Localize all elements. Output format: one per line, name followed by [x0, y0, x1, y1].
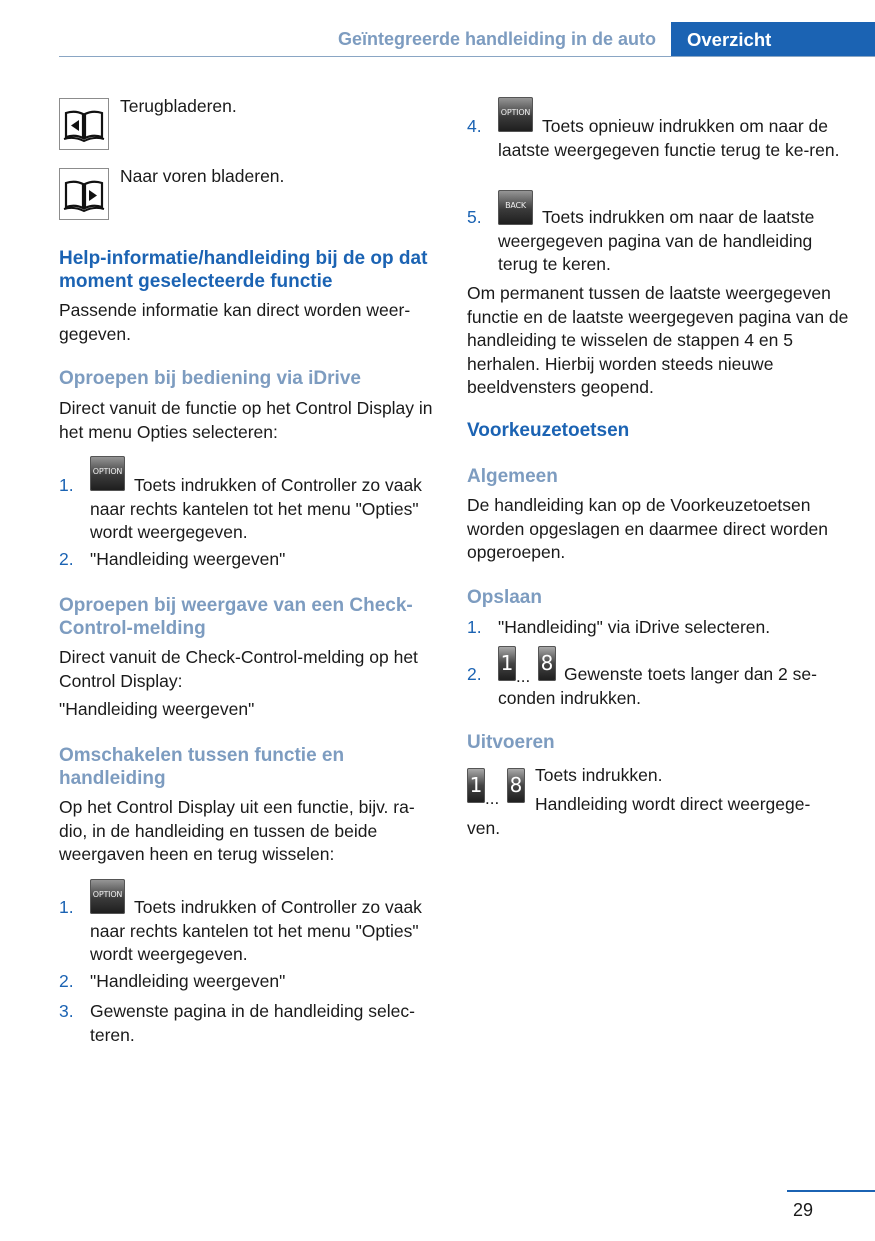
paragraph-permanent-switch: Om permanent tussen de laatste weergegeven functie en de laatste weergegeven pagina van de handleiding te wisselen de stappen 4 en 5 herhalen. Hierbij worden steeds nieuwe beeldvensters geopend.	[467, 283, 849, 397]
list-item-text: Toets opnieuw indrukken om naar de laatste weergegeven functie terug te ke-ren.	[498, 116, 840, 160]
ellipsis: ...	[516, 667, 531, 686]
list-item-text: Toets indrukken of Controller zo vaak naar rechts kantelen tot het menu "Opties" wordt weergegeven.	[90, 475, 422, 542]
paragraph-help-info: Passende informatie kan direct worden weer-gegeven.	[59, 300, 411, 344]
list-number: 3.	[59, 1001, 74, 1021]
paragraph-idrive: Direct vanuit de functie op het Control Display in het menu Opties selecteren:	[59, 398, 433, 442]
heading-preset-keys: Voorkeuzetoetsen	[467, 420, 630, 441]
paragraph-check-control: Direct vanuit de Check-Control-melding op het Control Display:	[59, 647, 418, 691]
paragraph-general: De handleiding kan op de Voorkeuzetoetsen worden opgeslagen en daarmee direct worden opgeroepen.	[467, 495, 828, 562]
heading-execute: Uitvoeren	[467, 732, 555, 753]
list-item-text: "Handleiding" via iDrive selecteren.	[498, 617, 771, 637]
preset-key-8-label: 8	[540, 651, 554, 675]
execute-line-3: ven.	[467, 818, 501, 838]
section-title: Geïntegreerde handleiding in de auto	[337, 29, 656, 49]
preset-key-1-label: 1	[500, 651, 514, 675]
execute-line-1: Toets indrukken.	[535, 765, 663, 785]
list-number: 4.	[467, 116, 482, 136]
heading-check-control: Oproepen bij weergave van een Check-Control-melding	[59, 595, 413, 639]
list-number: 1.	[59, 475, 74, 495]
preset-key-1-icon	[467, 768, 485, 803]
chapter-tab	[671, 22, 875, 57]
preset-key-1-label: 1	[469, 773, 483, 797]
heading-idrive: Oproepen bij bediening via iDrive	[59, 368, 361, 389]
footer-rule	[787, 1190, 875, 1192]
page-number: 29	[792, 1200, 814, 1220]
option-key-label: OPTION	[92, 467, 123, 476]
ellipsis: ...	[485, 789, 500, 808]
book-back-icon	[59, 98, 109, 150]
option-key-label: OPTION	[92, 890, 123, 899]
forward-text: Naar voren bladeren.	[120, 166, 285, 186]
preset-key-8-label: 8	[509, 773, 523, 797]
list-item-text: Toets indrukken om naar de laatste weergegeven pagina van de handleiding terug te keren.	[498, 207, 815, 274]
list-item-text: "Handleiding weergeven"	[90, 971, 286, 991]
chapter-tab-label: Overzicht	[687, 29, 772, 50]
list-item-text: "Handleiding weergeven"	[90, 549, 286, 569]
list-item-text: Toets indrukken of Controller zo vaak naar rechts kantelen tot het menu "Opties" wordt weergegeven.	[90, 897, 422, 964]
book-forward-icon	[59, 168, 109, 220]
back-key-label: BACK	[505, 201, 526, 210]
header-rule	[59, 56, 875, 57]
preset-key-8-icon	[507, 768, 525, 803]
list-number: 5.	[467, 207, 482, 227]
list-number: 2.	[59, 971, 74, 991]
heading-save: Opslaan	[467, 587, 542, 608]
list-number: 2.	[467, 664, 482, 684]
paragraph-switch: Op het Control Display uit een functie, bijv. ra-dio, in de handleiding en tussen de beide weergaven heen en terug wisselen:	[59, 797, 415, 864]
heading-help-info: Help-informatie/handleiding bij de op dat moment geselecteerde functie	[59, 248, 428, 292]
list-item-text: Gewenste pagina in de handleiding selec-teren.	[90, 1001, 415, 1045]
heading-switch: Omschakelen tussen functie en handleiding	[59, 745, 345, 789]
execute-line-2: Handleiding wordt direct weergege-	[535, 794, 811, 814]
heading-general: Algemeen	[467, 466, 558, 487]
list-number: 2.	[59, 549, 74, 569]
list-item-text: Gewenste toets langer dan 2 se-conden indrukken.	[498, 664, 817, 708]
back-text: Terugbladeren.	[120, 96, 237, 116]
list-number: 1.	[467, 617, 482, 637]
option-key-label: OPTION	[500, 108, 531, 117]
list-number: 1.	[59, 897, 74, 917]
paragraph-show-manual: "Handleiding weergeven"	[59, 699, 255, 719]
